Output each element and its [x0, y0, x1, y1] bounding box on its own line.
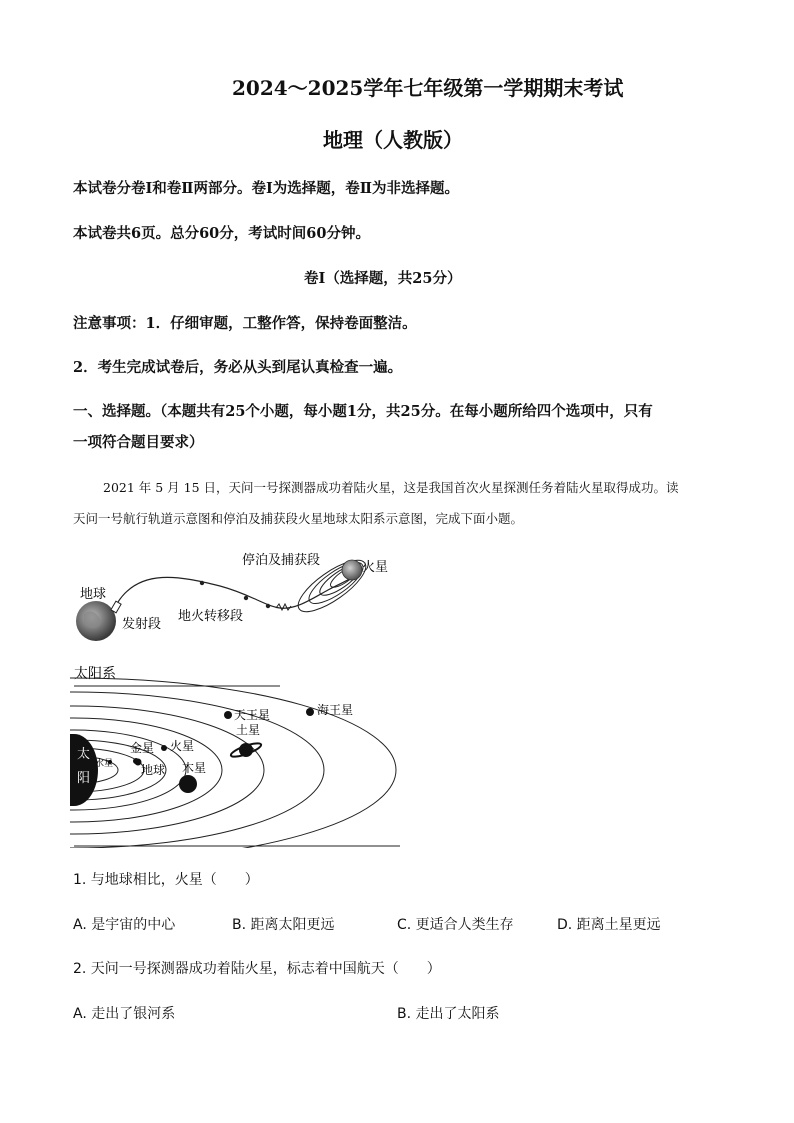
- mercury-label: 水星: [95, 759, 114, 769]
- part1-heading-1: 一、选择题。（本题共有25个小题，每小题1分，共25分。在每小题所给四个选项中，只有: [73, 403, 653, 420]
- passage-line-2: 天问一号航行轨道示意图和停泊及捕获段火星地球太阳系示意图，完成下面小题。: [73, 511, 524, 526]
- question-1-option-b[interactable]: B. 距离太阳更远: [232, 917, 335, 933]
- question-1-option-a[interactable]: A. 是宇宙的中心: [73, 917, 176, 933]
- jupiter-label: 木星: [182, 761, 207, 775]
- solar-title: 太阳系: [74, 666, 116, 682]
- note-2: 2．考生完成试卷后，务必从头到尾认真检查一遍。: [73, 359, 403, 376]
- question-1-option-c[interactable]: C. 更适合人类生存: [397, 917, 514, 933]
- orbit-parking-label: 停泊及捕获段: [242, 553, 321, 568]
- question-1-stem: 1. 与地球相比，火星（ ）: [73, 872, 259, 888]
- uranus-label: 天王星: [234, 708, 271, 722]
- sun-label-bottom: 阳: [77, 771, 91, 786]
- jupiter-dot: [179, 775, 197, 793]
- question-2-option-b[interactable]: B. 走出了太阳系: [397, 1006, 500, 1022]
- neptune-label: 海王星: [317, 703, 354, 717]
- solar-system-diagram: [70, 658, 400, 848]
- intro-line-2: 本试卷共6页。总分60分，考试时间60分钟。: [73, 225, 370, 242]
- earth-label: 地球: [141, 763, 166, 777]
- passage-line-1: 2021 年 5 月 15 日，天问一号探测器成功着陆火星，这是我国首次火星探测任务着陆火星取得成功。读: [103, 480, 679, 495]
- uranus-dot: [224, 711, 232, 719]
- orbit-launch-label: 发射段: [122, 617, 162, 632]
- question-2-stem: 2. 天问一号探测器成功着陆火星，标志着中国航天（ ）: [73, 961, 441, 977]
- mars-dot: [161, 745, 167, 751]
- sun-label-top: 太: [77, 747, 91, 762]
- neptune-dot: [306, 708, 314, 716]
- orbit-transfer-label: 地火转移段: [178, 609, 244, 624]
- mars-globe-icon: [342, 560, 362, 580]
- saturn-label: 土星: [236, 723, 261, 737]
- mars-label: 火星: [170, 739, 195, 753]
- question-1-option-d[interactable]: D. 距离土星更远: [557, 917, 661, 933]
- intro-line-1: 本试卷分卷Ⅰ和卷Ⅱ两部分。卷Ⅰ为选择题，卷Ⅱ为非选择题。: [73, 180, 460, 197]
- note-1: 注意事项：1．仔细审题，工整作答，保持卷面整洁。: [73, 315, 417, 332]
- part1-heading-2: 一项符合题目要求）: [73, 434, 204, 451]
- sun-icon: [74, 734, 98, 806]
- orbit-earth-label: 地球: [80, 587, 107, 602]
- rocket-icon: [111, 601, 121, 613]
- exam-title: 2024～2025学年七年级第一学期期末考试: [232, 76, 624, 100]
- section-title: 卷Ⅰ（选择题，共25分）: [304, 270, 462, 287]
- orbit-diagram: [70, 548, 400, 648]
- exam-subtitle: 地理（人教版）: [323, 128, 463, 152]
- orbit-mars-label: 火星: [362, 560, 389, 575]
- question-2-option-a[interactable]: A. 走出了银河系: [73, 1006, 176, 1022]
- venus-label: 金星: [130, 741, 155, 755]
